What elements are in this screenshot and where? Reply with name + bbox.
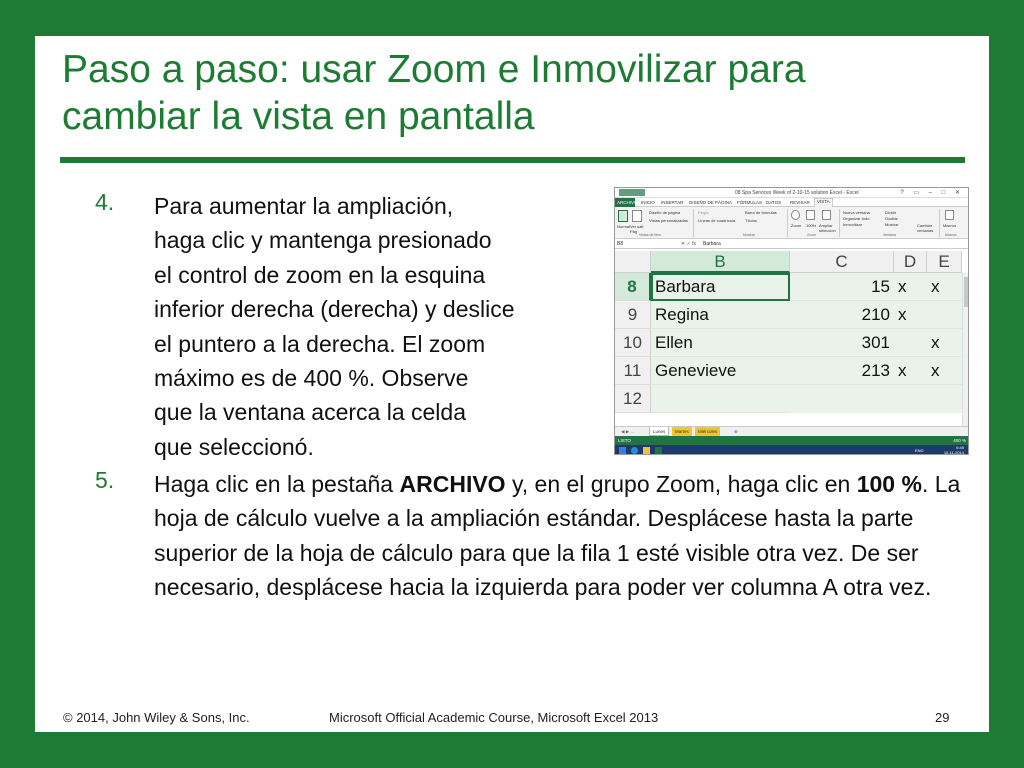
title-line-2: cambiar la vista en pantalla: [62, 95, 535, 138]
cell-d11[interactable]: x: [894, 357, 927, 385]
headings-checkbox[interactable]: Títulos: [745, 218, 758, 223]
step-4-text: [154, 189, 604, 464]
status-ready: LISTO: [618, 438, 631, 443]
new-window-button[interactable]: Nueva ventana: [843, 210, 870, 215]
tab-datos[interactable]: DATOS: [766, 200, 782, 205]
step-5-zoom100-bold: 100 %: [856, 471, 922, 497]
group-ventana: Ventana: [883, 233, 896, 237]
column-header-e[interactable]: E: [927, 251, 962, 273]
zoom-button[interactable]: Zoom: [791, 223, 802, 228]
status-bar: [615, 436, 969, 445]
gridlines-checkbox[interactable]: Líneas de cuadrícula: [698, 218, 736, 223]
vertical-scrollbar[interactable]: [962, 273, 969, 426]
slide-footer: [35, 710, 989, 732]
cell-e8[interactable]: x: [927, 273, 962, 301]
group-vistas-libro: Vistas de libro: [639, 233, 661, 237]
language-indicator[interactable]: ENG: [915, 448, 924, 453]
ribbon-separator: [787, 209, 788, 237]
tab-revisar[interactable]: REVISAR: [790, 200, 810, 205]
cell-c9[interactable]: 210: [790, 301, 894, 329]
step-4-line: Para aumentar la ampliación,: [154, 193, 454, 219]
cell-d9[interactable]: x: [894, 301, 927, 329]
excel-titlebar: [615, 188, 968, 198]
clock-time: 6:45: [956, 445, 964, 450]
excel-taskbar-icon[interactable]: [655, 447, 662, 454]
zoom-100-button[interactable]: 100%: [806, 223, 817, 228]
cell-b9[interactable]: Regina: [651, 301, 790, 329]
macros-button[interactable]: Macros: [943, 223, 957, 228]
tab-formulas[interactable]: FÓRMULAS: [737, 200, 763, 205]
tab-insertar[interactable]: INSERTAR: [661, 200, 684, 205]
cell-c11[interactable]: 213: [790, 357, 894, 385]
taskbar-clock[interactable]: [944, 446, 964, 455]
step-5-part: y, en el grupo Zoom, haga clic en: [505, 471, 857, 497]
zoom-icon[interactable]: [791, 210, 800, 220]
tab-diseno-pagina[interactable]: DISEÑO DE PÁGINA: [689, 200, 733, 205]
footer-page-number: 29: [935, 710, 950, 725]
title-divider: [60, 157, 965, 163]
window-controls[interactable]: ? ▭ – □ ✕: [900, 190, 964, 196]
excel-window-title: 08 Spa Services Week of 2-10-15 solution Excel - Excel: [735, 190, 859, 196]
fx-icon[interactable]: ✕ ✓ fx: [681, 241, 697, 247]
sheet-tab-martes[interactable]: Martes: [672, 427, 692, 436]
cell-e9[interactable]: [927, 301, 962, 329]
ribbon: [615, 207, 968, 239]
name-box[interactable]: B8: [617, 241, 624, 247]
scroll-thumb[interactable]: [964, 277, 969, 307]
tab-archivo[interactable]: ARCHIVO: [617, 200, 638, 205]
step-4-line: que la ventana acerca la celda: [154, 399, 466, 426]
step-number-4: 4.: [95, 189, 115, 215]
page-break-icon[interactable]: [632, 210, 642, 222]
sheet-tab-bar: [615, 426, 969, 436]
slide: [35, 36, 989, 732]
arrange-all-button[interactable]: Organizar todo: [843, 216, 870, 221]
group-macros: Macros: [945, 233, 957, 237]
step-5-archivo-bold: ARCHIVO: [399, 471, 506, 497]
unhide-button[interactable]: Mostrar: [885, 222, 899, 227]
ruler-checkbox[interactable]: Regla: [698, 210, 709, 215]
cell-c10[interactable]: 301: [790, 329, 894, 357]
row-header[interactable]: 12: [615, 385, 651, 413]
page-break-button[interactable]: Ver salt. Pág: [630, 224, 645, 234]
normal-view-button[interactable]: Normal: [617, 224, 630, 229]
column-header-c[interactable]: C: [790, 251, 894, 273]
zoom-selection-icon[interactable]: [822, 210, 831, 220]
step-5-text: [154, 467, 964, 605]
zoom-selection-button[interactable]: Ampliar selección: [819, 223, 836, 233]
step-4-line: el control de zoom en la esquina: [154, 261, 486, 288]
hide-button[interactable]: Ocultar: [885, 216, 898, 221]
formula-bar-checkbox[interactable]: Barra de fórmulas: [745, 210, 777, 215]
step-4-line: máximo es de 400 %. Observe: [154, 365, 469, 392]
row-header[interactable]: 9: [615, 301, 651, 329]
column-header-b[interactable]: B: [651, 251, 790, 273]
formula-input[interactable]: Barbara: [703, 241, 721, 247]
cell-d10[interactable]: [894, 329, 927, 357]
sheet-tab-lunes[interactable]: Lunes: [649, 427, 669, 436]
ribbon-separator: [939, 209, 940, 237]
cell-b11[interactable]: Genevieve: [651, 357, 790, 385]
step-5-part: Haga clic en la pestaña: [154, 471, 400, 497]
title-line-1: Paso a paso: usar Zoom e Inmovilizar para: [62, 48, 806, 91]
step-number-5: 5.: [95, 467, 115, 493]
add-sheet-icon[interactable]: ⊕: [734, 429, 738, 434]
start-icon[interactable]: [619, 447, 626, 454]
cell-d8[interactable]: x: [894, 273, 927, 301]
row-header[interactable]: 11: [615, 357, 651, 385]
cell-b8[interactable]: Barbara: [651, 273, 790, 301]
cell-b12[interactable]: [651, 385, 790, 413]
tab-vista[interactable]: VISTA: [814, 198, 833, 207]
cell-e11[interactable]: x: [927, 357, 962, 385]
quick-access-toolbar[interactable]: [619, 189, 645, 196]
ribbon-separator: [839, 209, 840, 237]
custom-views-button[interactable]: Vistas personalizadas: [649, 218, 688, 223]
windows-taskbar: [615, 445, 969, 455]
switch-windows-button[interactable]: Cambiar ventanas: [917, 223, 934, 233]
cell-e10[interactable]: x: [927, 329, 962, 357]
zoom-level[interactable]: 400 %: [953, 438, 966, 443]
column-header-d[interactable]: D: [894, 251, 927, 273]
sheet-nav-arrows[interactable]: ◀ ▶ …: [621, 429, 635, 434]
macros-icon[interactable]: [945, 210, 954, 220]
sheet-tab-miercoles[interactable]: Miércoles: [695, 427, 720, 436]
row-header[interactable]: 8: [615, 273, 651, 301]
tab-inicio[interactable]: INICIO: [641, 200, 655, 205]
step-4-line: haga clic y mantenga presionado: [154, 227, 492, 254]
ribbon-tabs: [615, 198, 968, 207]
zoom-100-icon[interactable]: [806, 210, 815, 220]
split-button[interactable]: Dividir: [885, 210, 897, 215]
explorer-icon[interactable]: [643, 447, 650, 454]
group-zoom: Zoom: [807, 233, 816, 237]
footer-course: Microsoft Official Academic Course, Microsoft Excel 2013: [329, 710, 659, 725]
step-5-part: . La hoja de cálculo vuelve a la ampliación estándar. Desplácese hasta la parte superior de la hoja de cálculo para que la fila 1 esté visible otra vez. De ser necesario, desplácese hacia la izquierda para poder ver columna A otra vez.: [154, 471, 961, 601]
excel-screenshot: [614, 187, 969, 455]
active-cell-border: [651, 273, 790, 301]
row-header[interactable]: 10: [615, 329, 651, 357]
footer-copyright: © 2014, John Wiley & Sons, Inc.: [63, 710, 250, 725]
step-4-line: inferior derecha (derecha) y deslice: [154, 296, 515, 323]
normal-view-icon[interactable]: [618, 210, 628, 222]
worksheet-grid: [615, 251, 969, 426]
select-all-corner[interactable]: [615, 251, 651, 273]
ribbon-separator: [693, 209, 694, 237]
freeze-panes-button[interactable]: Inmovilizar: [843, 222, 863, 227]
page-layout-button[interactable]: Diseño de página: [649, 210, 681, 215]
cell-b10[interactable]: Ellen: [651, 329, 790, 357]
step-4-line: el puntero a la derecha. El zoom: [154, 330, 486, 357]
group-mostrar: Mostrar: [743, 233, 755, 237]
step-4-line: que seleccionó.: [154, 433, 314, 460]
slide-title: [62, 46, 962, 140]
formula-bar: [615, 239, 968, 249]
clock-date: 10-11-2014: [943, 449, 964, 455]
cell-c8[interactable]: 15: [790, 273, 894, 301]
ie-icon[interactable]: [631, 447, 638, 454]
